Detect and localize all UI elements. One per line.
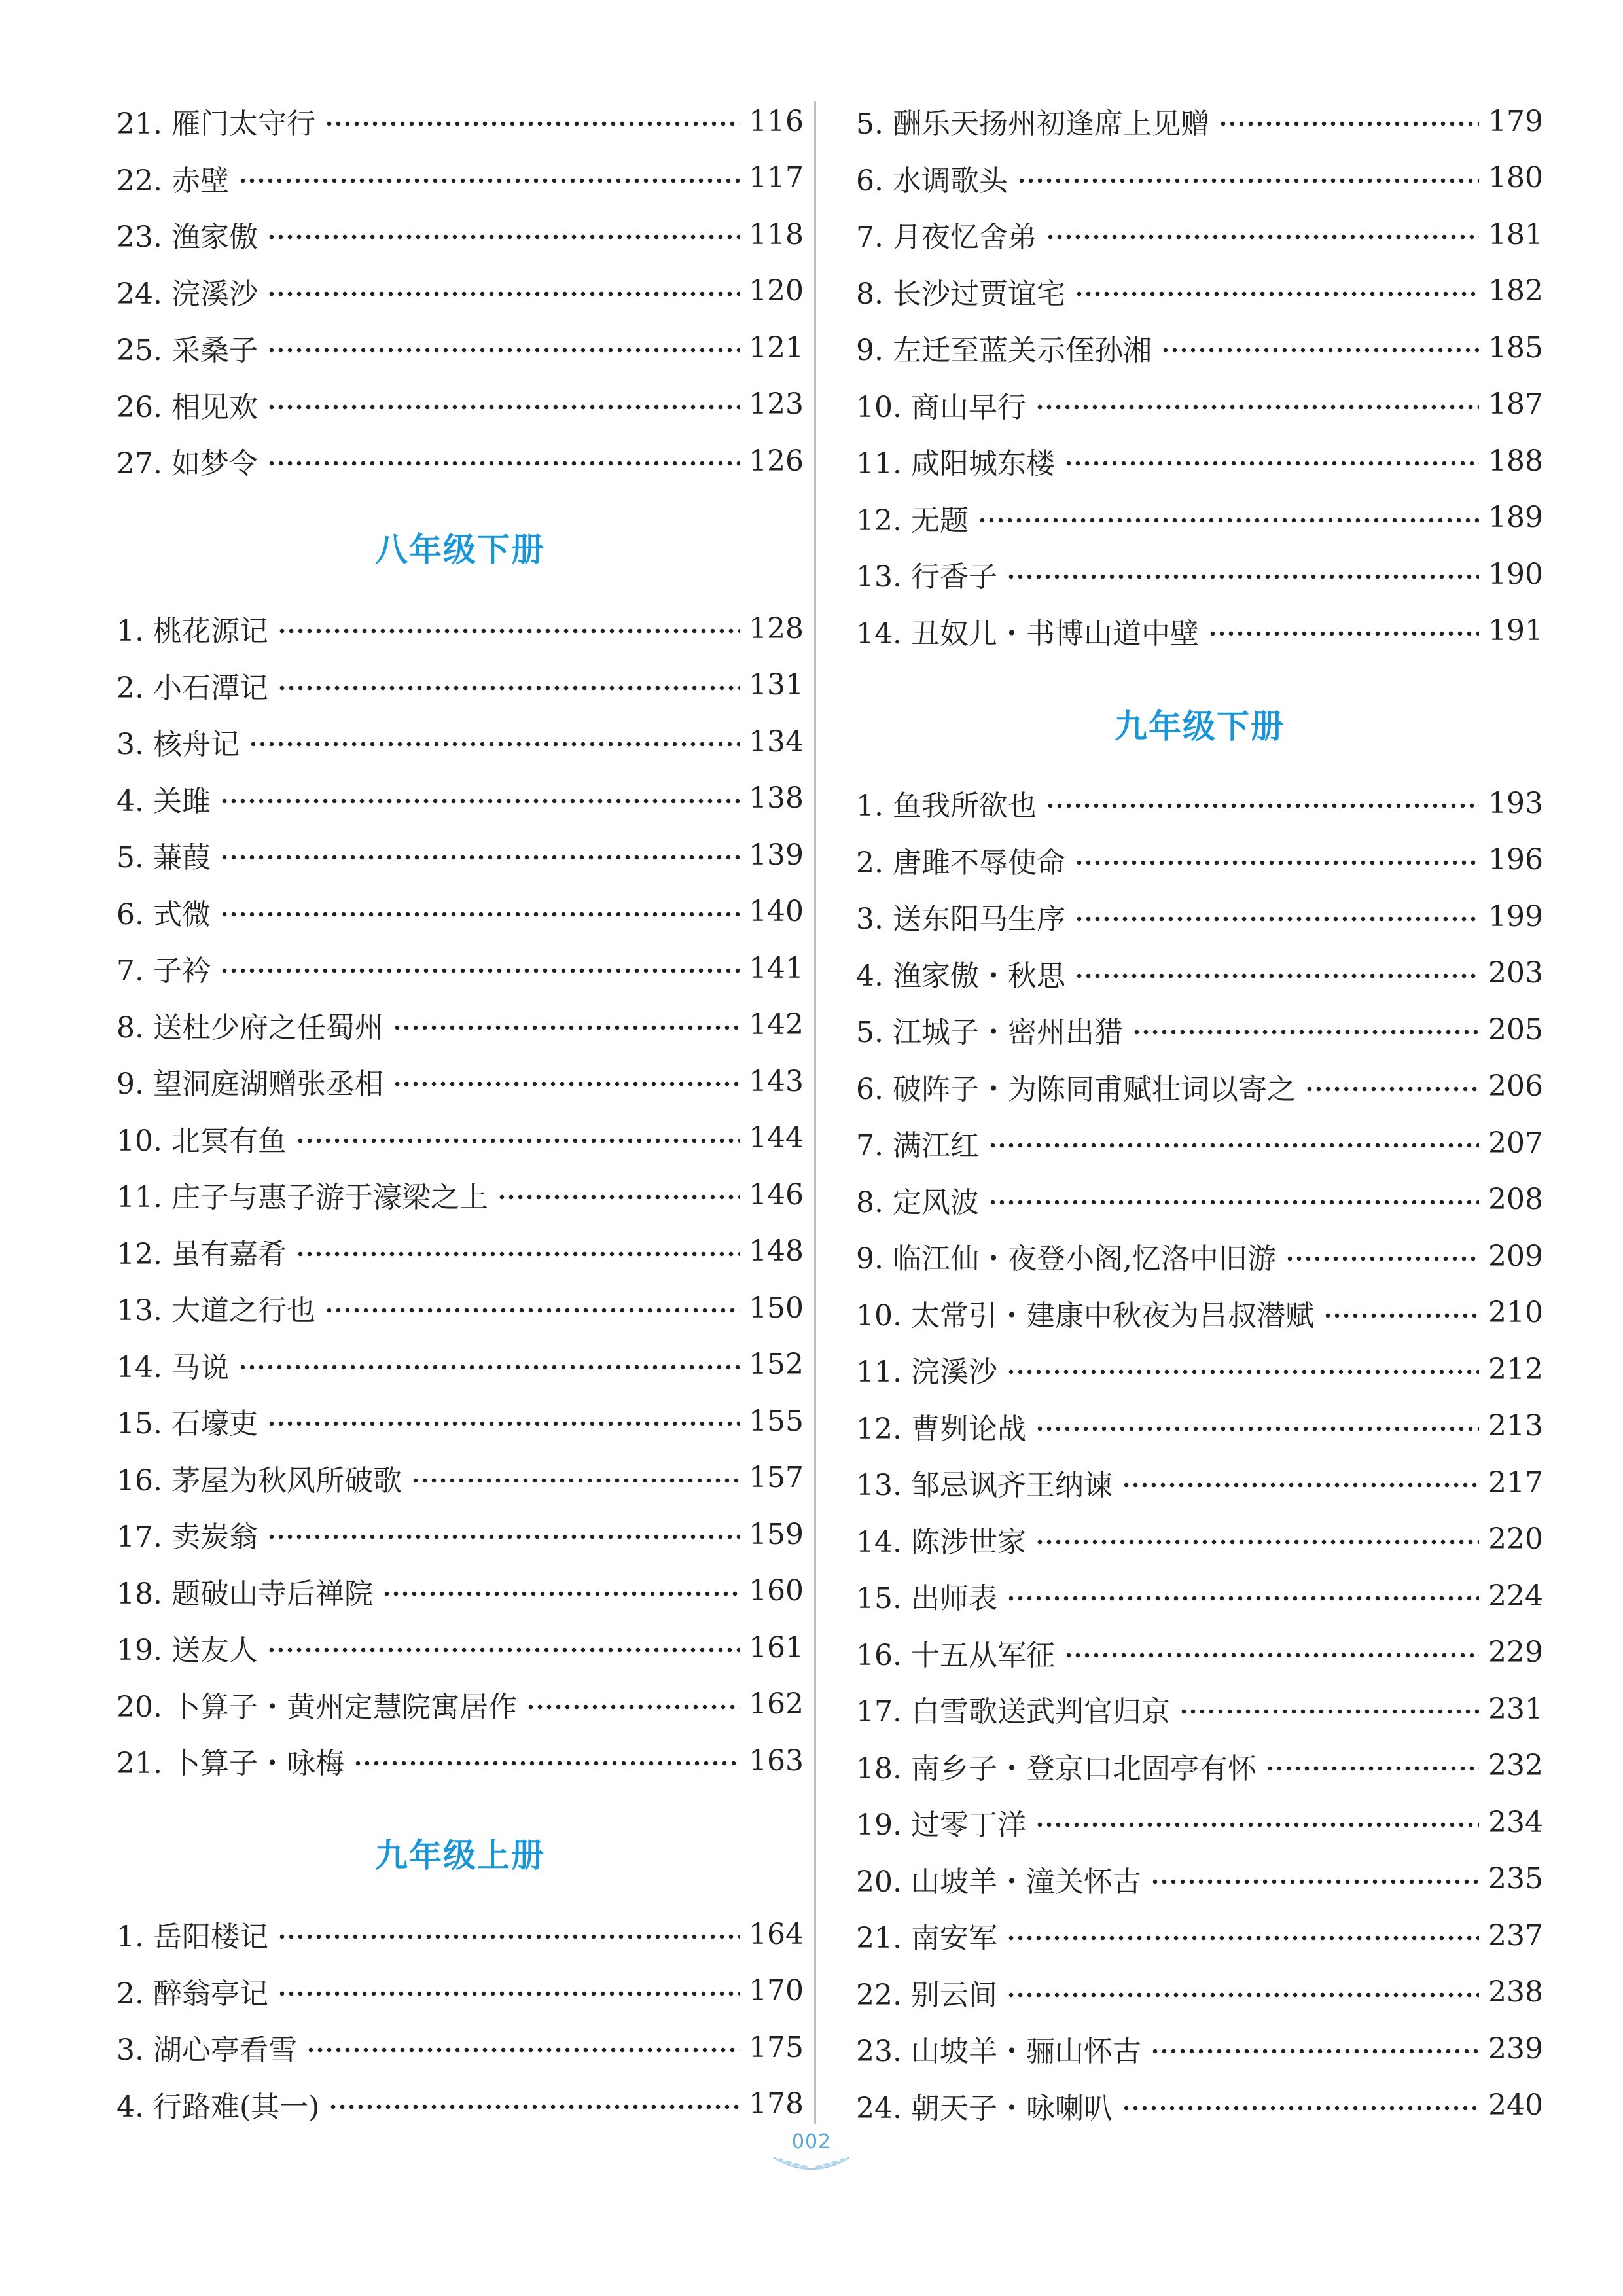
toc-entry[interactable]	[116, 1058, 804, 1104]
toc-entry-page: 155	[749, 1404, 804, 1438]
toc-entry-title: 9. 望洞庭湖赠张丞相	[116, 1067, 383, 1101]
toc-entry-page: 175	[749, 2030, 804, 2064]
toc-entry-title: 19. 过零丁洋	[856, 1808, 1026, 1842]
dot-leader	[1179, 1709, 1479, 1714]
toc-entry[interactable]	[856, 1743, 1543, 1789]
toc-entry-title: 21. 雁门太守行	[116, 107, 315, 141]
toc-entry-page: 208	[1488, 1183, 1543, 1216]
toc-entry[interactable]	[856, 837, 1543, 883]
dot-leader	[382, 1591, 740, 1596]
dot-leader	[220, 912, 740, 917]
toc-entry-page: 207	[1488, 1126, 1543, 1160]
toc-entry-title: 12. 无题	[856, 503, 969, 537]
dot-leader	[249, 742, 740, 747]
dot-leader	[1150, 2049, 1479, 2054]
dot-leader	[1007, 1596, 1479, 1601]
dot-leader	[988, 1200, 1479, 1205]
toc-entry-page: 123	[749, 387, 804, 421]
toc-entry[interactable]	[856, 1573, 1543, 1619]
toc-entry-title: 14. 马说	[116, 1350, 229, 1384]
toc-entry-page: 238	[1488, 1975, 1543, 2009]
toc-entry-title: 7. 子衿	[116, 954, 211, 988]
toc-entry-title: 3. 核舟记	[116, 728, 240, 761]
dot-leader	[267, 234, 740, 240]
toc-entry-page: 179	[1488, 104, 1543, 138]
toc-entry-title: 9. 临江仙・夜登小阁,忆洛中旧游	[856, 1242, 1276, 1276]
toc-entry-title: 6. 水调歌头	[856, 164, 1008, 198]
toc-entry-page: 240	[1488, 2089, 1543, 2122]
toc-entry-title: 24. 朝天子・咏喇叭	[856, 2091, 1113, 2125]
toc-entry[interactable]	[856, 1856, 1543, 1902]
toc-entry[interactable]	[856, 950, 1543, 996]
toc-entry-page: 144	[749, 1121, 804, 1155]
toc-entry-title: 4. 关雎	[116, 784, 211, 818]
dot-leader	[1007, 1369, 1479, 1374]
dot-leader	[238, 1365, 740, 1370]
toc-entry[interactable]	[116, 2081, 804, 2127]
dot-leader	[277, 1934, 740, 1939]
toc-entry-page: 213	[1488, 1409, 1543, 1443]
toc-entry-title: 7. 满江红	[856, 1129, 979, 1162]
toc-entry-title: 2. 唐雎不辱使命	[856, 846, 1065, 880]
toc-entry-title: 1. 岳阳楼记	[116, 1920, 268, 1954]
toc-entry-page: 206	[1488, 1069, 1543, 1103]
toc-entry-page: 182	[1488, 274, 1543, 308]
section-heading-grade8-vol2: 八年级下册	[375, 531, 545, 569]
dot-leader	[329, 2104, 740, 2109]
dot-leader	[1161, 348, 1479, 353]
toc-entry[interactable]	[116, 889, 804, 935]
toc-entry-title: 22. 别云间	[856, 1978, 997, 2012]
toc-entry-page: 190	[1488, 557, 1543, 591]
toc-entry[interactable]	[116, 662, 804, 708]
toc-entry-page: 180	[1488, 161, 1543, 194]
dot-leader	[220, 855, 740, 860]
toc-entry-page: 121	[749, 331, 804, 365]
dot-leader	[1132, 1030, 1479, 1035]
toc-entry[interactable]	[856, 1799, 1543, 1845]
toc-entry-page: 157	[749, 1461, 804, 1494]
dot-leader	[393, 1081, 740, 1086]
toc-entry-page: 231	[1488, 1692, 1543, 1726]
column-divider	[814, 101, 816, 2124]
dot-leader	[393, 1025, 740, 1030]
dot-leader	[1305, 1086, 1479, 1092]
toc-entry-title: 20. 山坡羊・潼关怀古	[856, 1865, 1141, 1899]
dot-leader	[1122, 1482, 1479, 1488]
dot-leader	[220, 798, 740, 804]
toc-entry[interactable]	[856, 893, 1543, 939]
toc-entry-title: 4. 行路难(其一)	[116, 2090, 320, 2124]
toc-entry[interactable]	[856, 1516, 1543, 1562]
toc-entry-title: 15. 石壕吏	[116, 1407, 258, 1441]
toc-entry-title: 17. 卖炭翁	[116, 1520, 258, 1554]
toc-entry-page: 160	[749, 1574, 804, 1607]
toc-entry[interactable]	[856, 551, 1543, 597]
toc-entry-page: 164	[749, 1917, 804, 1951]
toc-entry-title: 8. 长沙过贾谊宅	[856, 277, 1065, 311]
toc-entry-title: 11. 浣溪沙	[856, 1355, 997, 1389]
toc-entry-page: 163	[749, 1744, 804, 1778]
toc-entry-title: 12. 曹刿论战	[856, 1412, 1026, 1446]
toc-entry-title: 3. 湖心亭看雪	[116, 2034, 297, 2067]
toc-entry-page: 232	[1488, 1749, 1543, 1782]
toc-entry[interactable]	[116, 1285, 804, 1331]
toc-entry-title: 17. 白雪歌送武判官归京	[856, 1695, 1170, 1729]
toc-entry-page: 193	[1488, 786, 1543, 820]
toc-entry-title: 21. 南安军	[856, 1922, 997, 1955]
dot-leader	[267, 461, 740, 466]
toc-entry-page: 185	[1488, 331, 1543, 365]
toc-entry-page: 229	[1488, 1636, 1543, 1669]
toc-entry-page: 148	[749, 1234, 804, 1268]
toc-entry[interactable]	[116, 1172, 804, 1217]
toc-entry[interactable]	[116, 268, 804, 314]
dot-leader	[325, 1308, 740, 1313]
dot-leader	[1007, 1992, 1479, 1998]
dot-leader	[1266, 1766, 1479, 1771]
toc-entry-page: 162	[749, 1687, 804, 1721]
toc-entry-page: 189	[1488, 501, 1543, 534]
toc-entry[interactable]	[116, 719, 804, 764]
toc-entry-page: 159	[749, 1517, 804, 1551]
toc-entry-title: 22. 赤壁	[116, 164, 229, 198]
dot-leader	[1035, 1822, 1479, 1827]
toc-entry[interactable]	[116, 325, 804, 370]
toc-entry-page: 209	[1488, 1239, 1543, 1273]
toc-entry[interactable]	[116, 211, 804, 257]
dot-leader	[267, 291, 740, 296]
toc-entry[interactable]	[856, 495, 1543, 541]
dot-leader	[1285, 1256, 1479, 1261]
toc-entry[interactable]	[856, 1630, 1543, 1676]
toc-entry-page: 118	[749, 217, 804, 251]
dot-leader	[1219, 121, 1479, 126]
toc-entry-title: 19. 送友人	[116, 1634, 258, 1667]
toc-entry-title: 10. 北冥有鱼	[116, 1124, 287, 1158]
dot-leader	[238, 178, 740, 183]
toc-entry[interactable]	[856, 1233, 1543, 1279]
laurel-ornament-icon	[766, 2155, 857, 2173]
toc-entry-title: 23. 山坡羊・骊山怀古	[856, 2035, 1141, 2068]
dot-leader	[1122, 2106, 1479, 2111]
toc-entry[interactable]	[116, 1398, 804, 1444]
toc-entry-title: 4. 渔家傲・秋思	[856, 959, 1065, 993]
toc-entry[interactable]	[116, 2024, 804, 2070]
toc-entry-page: 170	[749, 1974, 804, 2007]
toc-entry-page: 161	[749, 1630, 804, 1664]
dot-leader	[526, 1704, 740, 1710]
dot-leader	[1007, 574, 1479, 579]
toc-entry-title: 13. 行香子	[856, 560, 997, 594]
dot-leader	[988, 1143, 1479, 1148]
toc-entry-page: 220	[1488, 1522, 1543, 1556]
toc-entry[interactable]	[856, 268, 1543, 314]
toc-entry[interactable]	[856, 382, 1543, 427]
toc-entry-title: 1. 鱼我所欲也	[856, 789, 1037, 823]
dot-leader	[1064, 1653, 1479, 1658]
toc-entry[interactable]	[116, 1229, 804, 1274]
toc-entry-title: 6. 破阵子・为陈同甫赋壮词以寄之	[856, 1072, 1296, 1106]
dot-leader	[1075, 916, 1479, 922]
toc-entry[interactable]	[116, 1624, 804, 1670]
toc-entry-title: 24. 浣溪沙	[116, 277, 258, 311]
toc-entry-title: 8. 定风波	[856, 1185, 979, 1219]
toc-entry[interactable]	[116, 1002, 804, 1048]
dot-leader	[353, 1761, 740, 1766]
toc-entry-page: 146	[749, 1177, 804, 1211]
toc-entry[interactable]	[856, 211, 1543, 257]
toc-entry-page: 150	[749, 1291, 804, 1325]
toc-entry-title: 21. 卜算子・咏梅	[116, 1747, 344, 1780]
toc-entry[interactable]	[856, 780, 1543, 826]
toc-entry-page: 116	[749, 104, 804, 138]
dot-leader	[1046, 234, 1479, 240]
toc-entry-page: 224	[1488, 1579, 1543, 1613]
section-heading-grade9-vol2: 九年级下册	[1115, 708, 1285, 745]
toc-entry[interactable]	[856, 1686, 1543, 1732]
toc-entry-title: 20. 卜算子・黄州定慧院寓居作	[116, 1690, 517, 1724]
toc-entry-page: 203	[1488, 956, 1543, 990]
dot-leader	[267, 1421, 740, 1426]
toc-entry[interactable]	[116, 382, 804, 427]
dot-leader	[411, 1478, 740, 1483]
toc-entry-title: 27. 如梦令	[116, 447, 258, 480]
dot-leader	[1035, 1426, 1479, 1431]
dot-leader	[325, 121, 740, 126]
toc-entry-page: 131	[749, 668, 804, 702]
toc-entry[interactable]	[116, 438, 804, 484]
toc-entry[interactable]	[856, 438, 1543, 484]
toc-entry-page: 142	[749, 1008, 804, 1041]
toc-entry-title: 6. 式微	[116, 897, 211, 931]
toc-entry-page: 120	[749, 274, 804, 308]
toc-entry-title: 5. 蒹葭	[116, 841, 211, 874]
toc-entry-title: 1. 桃花源记	[116, 615, 268, 648]
toc-entry[interactable]	[856, 1346, 1543, 1392]
toc-entry[interactable]	[856, 1460, 1543, 1505]
dot-leader	[1007, 1935, 1479, 1941]
toc-entry[interactable]	[856, 155, 1543, 201]
dot-leader	[296, 1251, 740, 1257]
toc-entry-title: 10. 商山早行	[856, 390, 1026, 424]
toc-entry-title: 5. 酬乐天扬州初逢席上见赠	[856, 107, 1209, 141]
toc-entry[interactable]	[116, 1342, 804, 1388]
dot-leader	[1208, 631, 1479, 636]
toc-entry-title: 15. 出师表	[856, 1582, 997, 1615]
toc-entry-page: 141	[749, 951, 804, 985]
toc-entry[interactable]	[856, 1912, 1543, 1958]
dot-leader	[1150, 1879, 1479, 1884]
toc-entry[interactable]	[116, 832, 804, 878]
toc-entry-title: 18. 题破山寺后禅院	[116, 1577, 373, 1611]
toc-entry-title: 7. 月夜忆舍弟	[856, 221, 1037, 254]
toc-entry-page: 126	[749, 444, 804, 478]
toc-entry-page: 191	[1488, 614, 1543, 647]
dot-leader	[1046, 803, 1479, 808]
toc-entry-title: 25. 采桑子	[116, 334, 258, 367]
toc-entry-title: 13. 邹忌讽齐王纳谏	[856, 1469, 1113, 1502]
toc-entry[interactable]	[116, 1115, 804, 1161]
dot-leader	[1075, 291, 1479, 296]
toc-entry[interactable]	[856, 1969, 1543, 2015]
toc-entry-page: 178	[749, 2087, 804, 2121]
dot-leader	[267, 1647, 740, 1653]
dot-leader	[1075, 860, 1479, 865]
toc-entry[interactable]	[116, 1681, 804, 1727]
toc-entry[interactable]	[116, 1511, 804, 1557]
toc-entry-page: 152	[749, 1348, 804, 1381]
toc-entry-page: 138	[749, 781, 804, 815]
dot-leader	[1035, 1539, 1479, 1545]
dot-leader	[1035, 404, 1479, 410]
toc-entry[interactable]	[856, 325, 1543, 370]
toc-entry-title: 2. 小石潭记	[116, 671, 268, 705]
toc-entry[interactable]	[856, 608, 1543, 654]
toc-entry-page: 237	[1488, 1918, 1543, 1952]
toc-entry-title: 18. 南乡子・登京口北固亭有怀	[856, 1751, 1257, 1785]
toc-entry-page: 139	[749, 838, 804, 872]
toc-entry[interactable]	[856, 2026, 1543, 2072]
dot-leader	[1017, 178, 1479, 183]
toc-entry[interactable]	[856, 1290, 1543, 1336]
toc-entry[interactable]	[856, 98, 1543, 144]
toc-entry-title: 14. 陈涉世家	[856, 1525, 1026, 1559]
toc-entry-page: 235	[1488, 1862, 1543, 1895]
dot-leader	[277, 628, 740, 634]
toc-entry[interactable]	[856, 1007, 1543, 1052]
dot-leader	[277, 685, 740, 691]
toc-entry[interactable]	[856, 1403, 1543, 1449]
dot-leader	[978, 518, 1479, 523]
toc-entry-title: 11. 咸阳城东楼	[856, 447, 1055, 480]
dot-leader	[267, 404, 740, 410]
toc-entry-title: 8. 送杜少府之任蜀州	[116, 1011, 383, 1045]
toc-entry[interactable]	[116, 945, 804, 991]
toc-entry[interactable]	[116, 1911, 804, 1957]
toc-entry-page: 143	[749, 1064, 804, 1098]
toc-entry[interactable]	[116, 155, 804, 201]
toc-entry-title: 12. 虽有嘉肴	[116, 1237, 287, 1271]
dot-leader	[497, 1194, 740, 1200]
toc-entry-page: 217	[1488, 1465, 1543, 1499]
toc-entry-page: 134	[749, 725, 804, 759]
toc-entry-page: 210	[1488, 1296, 1543, 1329]
dot-leader	[267, 348, 740, 353]
page-footer	[713, 2130, 910, 2183]
toc-entry[interactable]	[116, 98, 804, 144]
toc-entry-page: 239	[1488, 2032, 1543, 2066]
toc-entry-page: 188	[1488, 444, 1543, 478]
toc-entry-title: 16. 十五从军征	[856, 1638, 1055, 1672]
toc-entry[interactable]	[116, 1455, 804, 1501]
dot-leader	[1323, 1313, 1479, 1318]
toc-entry[interactable]	[116, 1738, 804, 1784]
dot-leader	[277, 1991, 740, 1996]
toc-entry[interactable]	[116, 1968, 804, 2014]
toc-entry[interactable]	[856, 1177, 1543, 1223]
toc-entry-title: 5. 江城子・密州出猎	[856, 1016, 1123, 1049]
toc-entry-title: 26. 相见欢	[116, 390, 258, 424]
dot-leader	[220, 968, 740, 973]
dot-leader	[267, 1534, 740, 1539]
toc-entry-page: 181	[1488, 217, 1543, 251]
toc-entry[interactable]	[116, 776, 804, 821]
toc-entry-page: 128	[749, 611, 804, 645]
toc-entry-title: 10. 太常引・建康中秋夜为吕叔潜赋	[856, 1299, 1314, 1333]
section-heading-grade9-vol1: 九年级上册	[375, 1837, 545, 1874]
page-number: 002	[791, 2130, 832, 2153]
toc-entry-page: 140	[749, 895, 804, 928]
toc-entry-title: 3. 送东阳马生序	[856, 903, 1065, 936]
toc-entry[interactable]	[116, 1568, 804, 1614]
dot-leader	[1064, 461, 1479, 466]
toc-entry-page: 187	[1488, 387, 1543, 421]
toc-entry-page: 234	[1488, 1805, 1543, 1839]
toc-entry-page: 196	[1488, 843, 1543, 876]
toc-entry[interactable]	[856, 1064, 1543, 1109]
toc-entry-page: 212	[1488, 1352, 1543, 1386]
toc-entry[interactable]	[856, 1120, 1543, 1166]
toc-entry-title: 14. 丑奴儿・书博山道中壁	[856, 617, 1199, 651]
toc-entry-page: 199	[1488, 899, 1543, 933]
toc-entry-page: 205	[1488, 1013, 1543, 1047]
toc-entry-title: 16. 茅屋为秋风所破歌	[116, 1463, 402, 1498]
toc-entry-title: 2. 醉翁亭记	[116, 1977, 268, 2011]
toc-entry[interactable]	[116, 605, 804, 651]
dot-leader	[306, 2047, 740, 2053]
toc-entry-title: 13. 大道之行也	[116, 1294, 315, 1327]
dot-leader	[296, 1138, 740, 1143]
toc-entry-title: 23. 渔家傲	[116, 221, 258, 254]
toc-entry-title: 11. 庄子与惠子游于濠梁之上	[116, 1181, 488, 1214]
toc-entry-title: 9. 左迁至蓝关示侄孙湘	[856, 334, 1152, 367]
toc-entry-page: 117	[749, 161, 804, 194]
toc-entry[interactable]	[856, 2083, 1543, 2128]
dot-leader	[1075, 973, 1479, 978]
